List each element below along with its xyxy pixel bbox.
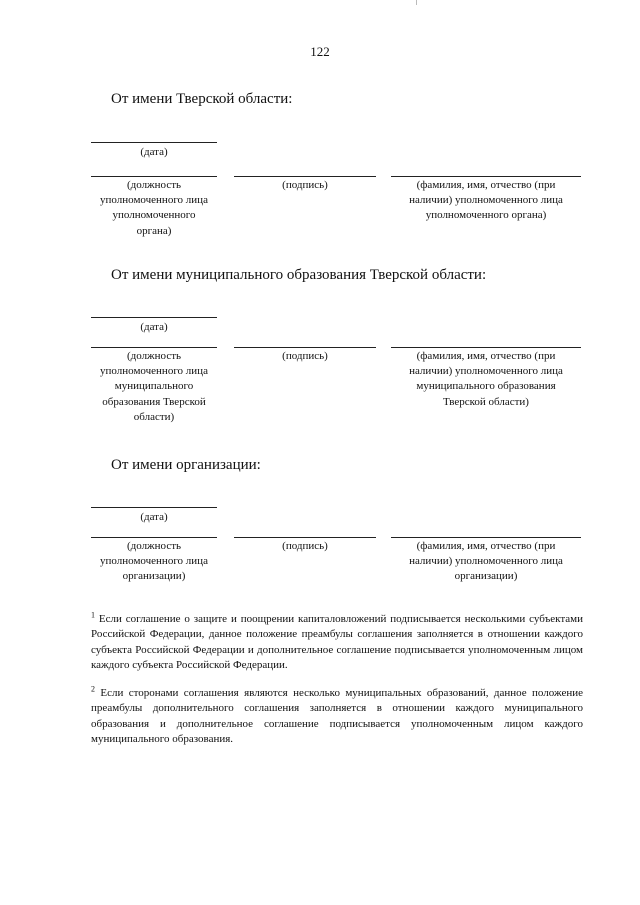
- date-line: [91, 317, 217, 318]
- name-line: [391, 537, 581, 538]
- date-line: [91, 507, 217, 508]
- date-label: (дата): [140, 146, 168, 158]
- name-line: [391, 347, 581, 348]
- position-line: [91, 537, 217, 538]
- position-label: (должность уполномоченного лица организации): [100, 540, 208, 583]
- footnote-2: [91, 686, 583, 747]
- scan-mark: [416, 0, 417, 5]
- date-label: (дата): [140, 511, 168, 523]
- footnote-text: Если сторонами соглашения являются несколько муниципальных образований, данное положение преамбулы дополнительного соглашения заполняется в отношении каждого муниципального образования и дополнительное соглашение подписывается уполномоченным лицом каждого муниципального образования.: [91, 687, 583, 745]
- name-label: (фамилия, имя, отчество (при наличии) уполномоченного лица уполномоченного органа): [409, 179, 563, 222]
- date-label: (дата): [140, 321, 168, 333]
- date-line: [91, 142, 217, 143]
- position-line: [91, 176, 217, 177]
- signature-line: [234, 176, 376, 177]
- signature-label: (подпись): [282, 540, 328, 552]
- signature-line: [234, 537, 376, 538]
- footnote-1: [91, 612, 583, 673]
- section-heading-organization: От имени организации:: [111, 457, 261, 473]
- footnote-text: Если соглашение о защите и поощрении капиталовложений подписывается несколькими субъектами Российской Федерации, данное положение преамбулы соглашения заполняется в отношении каждого субъекта Российской Федерации и дополнительное соглашение подписывается уполномоченным лицом каждого субъекта Российской Федерации.: [91, 613, 584, 671]
- name-line: [391, 176, 581, 177]
- position-label: (должность уполномоченного лица уполномоченного органа): [100, 179, 208, 237]
- footnote-marker: 2: [91, 684, 95, 694]
- section-heading-region: От имени Тверской области:: [111, 91, 293, 107]
- position-line: [91, 347, 217, 348]
- position-label: (должность уполномоченного лица муниципального образования Тверской области): [100, 350, 208, 423]
- signature-line: [234, 347, 376, 348]
- name-label: (фамилия, имя, отчество (при наличии) уполномоченного лица организации): [409, 540, 563, 583]
- section-heading-municipality: От имени муниципального образования Тверской области:: [111, 267, 487, 283]
- signature-label: (подпись): [282, 179, 328, 191]
- signature-label: (подпись): [282, 350, 328, 362]
- page-number: 122: [310, 44, 330, 59]
- footnote-marker: 1: [91, 610, 95, 620]
- name-label: (фамилия, имя, отчество (при наличии) уполномоченного лица муниципального образования Тверской области): [409, 350, 563, 408]
